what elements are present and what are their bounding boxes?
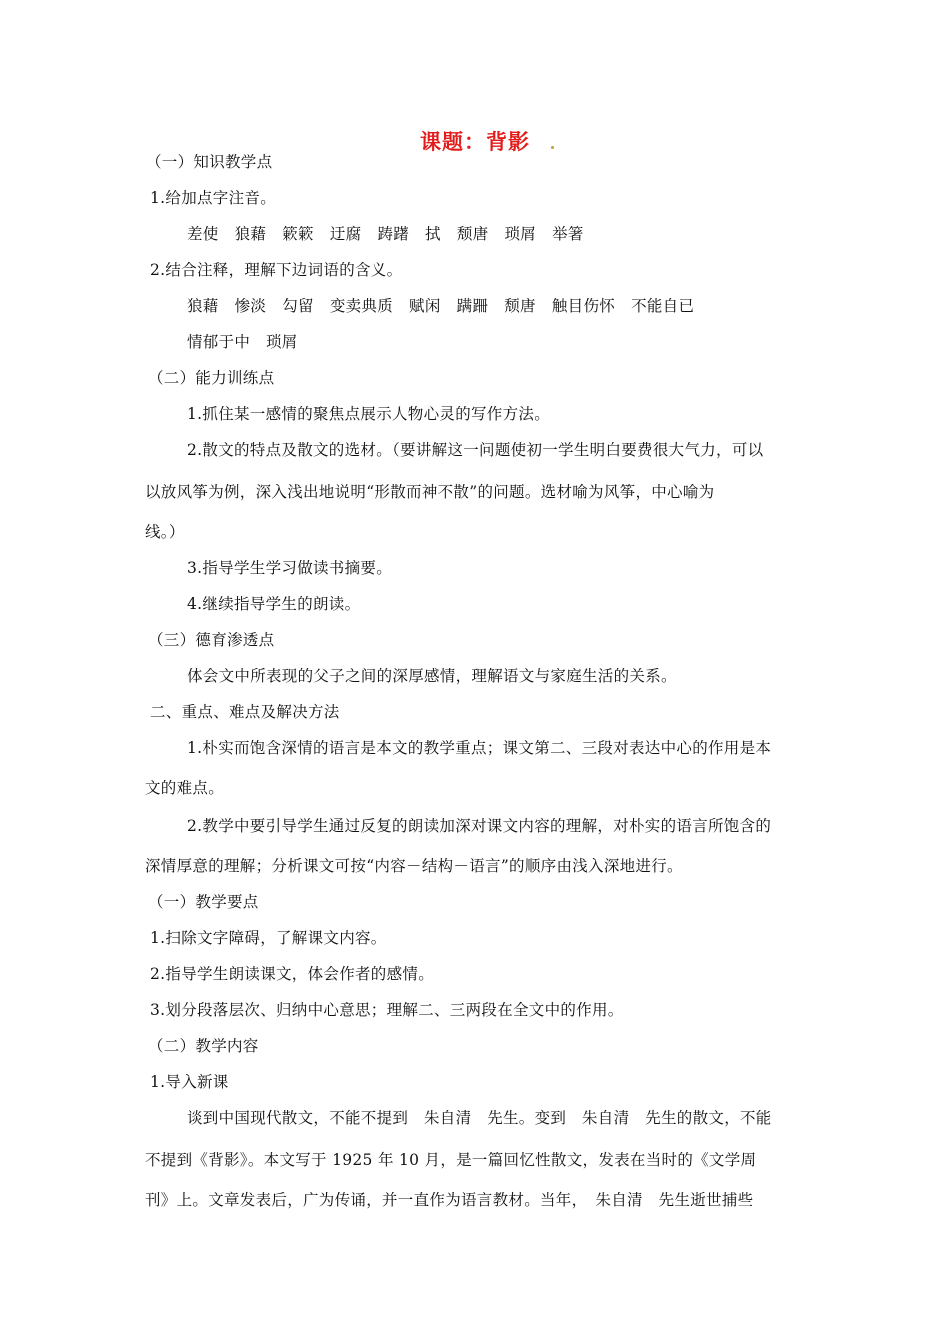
text-line: 3.划分段落层次、归纳中心意思；理解二、三两段在全文中的作用。 xyxy=(150,1001,624,1019)
text-line: 二、重点、难点及解决方法 xyxy=(150,703,340,721)
text-line: 谈到中国现代散文，不能不提到 朱自清 先生。变到 朱自清 先生的散文，不能 xyxy=(187,1109,772,1127)
text-line: 不提到《背影》。本文写于 1925 年 10 月，是一篇回忆性散文，发表在当时的《文学周 xyxy=(145,1151,757,1169)
vocab-word: 勾留 xyxy=(282,297,314,315)
vocab-word: 差使 xyxy=(187,225,219,243)
text-line: 3.指导学生学习做读书摘要。 xyxy=(187,559,392,577)
vocab-word: 颓唐 xyxy=(504,297,536,315)
vocab-word: 琐屑 xyxy=(504,225,537,243)
vocab-word: 狼藉 xyxy=(234,225,267,243)
word-row xyxy=(187,296,710,316)
text-line: 4.继续指导学生的朗读。 xyxy=(187,595,361,613)
vocab-word: 蹒跚 xyxy=(456,297,489,315)
vocab-word: 举箸 xyxy=(552,225,584,243)
text-line: 2.指导学生朗读课文，体会作者的感情。 xyxy=(150,965,434,983)
text-line: 以放风筝为例，深入浅出地说明“形散而神不散”的问题。选材喻为风筝，中心喻为 xyxy=(145,483,715,501)
word-row xyxy=(187,224,600,244)
text-line: 体会文中所表现的父子之间的深厚感情，理解语文与家庭生活的关系。 xyxy=(187,667,677,685)
text-line: （一）教学要点 xyxy=(148,893,259,911)
text-line: （一）知识教学点 xyxy=(146,153,273,171)
text-line: （二）能力训练点 xyxy=(148,369,275,387)
text-line: 刊》上。文章发表后，广为传诵，并一直作为语言教材。当年， 朱自清 先生逝世捕些 xyxy=(145,1191,754,1209)
vocab-word: 惨淡 xyxy=(234,297,267,315)
decorative-dot xyxy=(551,146,554,149)
vocab-word: 踌躇 xyxy=(377,225,410,243)
text-line: 1.抓住某一感情的聚焦点展示人物心灵的写作方法。 xyxy=(187,405,550,423)
text-line: 1.扫除文字障碍，了解课文内容。 xyxy=(150,929,387,947)
vocab-word: 触目伤怀 xyxy=(551,297,616,315)
vocab-word: 狼藉 xyxy=(187,297,219,315)
text-line: 1.给加点字注音。 xyxy=(150,189,276,207)
vocab-word: 不能自已 xyxy=(631,297,695,315)
vocab-word: 迂腐 xyxy=(329,225,362,243)
text-line: （二）教学内容 xyxy=(148,1037,259,1055)
text-line: （三）德育渗透点 xyxy=(148,631,275,649)
text-line: 1.朴实而饱含深情的语言是本文的教学重点；课文第二、三段对表达中心的作用是本 xyxy=(187,739,772,757)
vocab-word: 赋闲 xyxy=(409,297,441,315)
text-line: 2.散文的特点及散文的选材。（要讲解这一问题使初一学生明白要费很大气力，可以 xyxy=(187,441,764,459)
vocab-word: 簌簌 xyxy=(282,225,314,243)
text-line: 深情厚意的理解；分析课文可按“内容－结构－语言”的顺序由浅入深地进行。 xyxy=(145,857,683,875)
vocab-word: 变卖典质 xyxy=(329,297,394,315)
text-line: 2.结合注释，理解下边词语的含义。 xyxy=(150,261,403,279)
document-title: 课题：背影 xyxy=(420,130,530,154)
text-line: 1.导入新课 xyxy=(150,1073,229,1091)
vocab-word: 拭 xyxy=(425,225,441,243)
text-line: 2.教学中要引导学生通过反复的朗读加深对课文内容的理解，对朴实的语言所饱含的 xyxy=(187,817,772,835)
text-line: 文的难点。 xyxy=(145,779,225,797)
text-line: 线。） xyxy=(145,523,185,541)
text-line: 情郁于中 琐屑 xyxy=(187,333,298,351)
vocab-word: 颓唐 xyxy=(456,225,489,243)
